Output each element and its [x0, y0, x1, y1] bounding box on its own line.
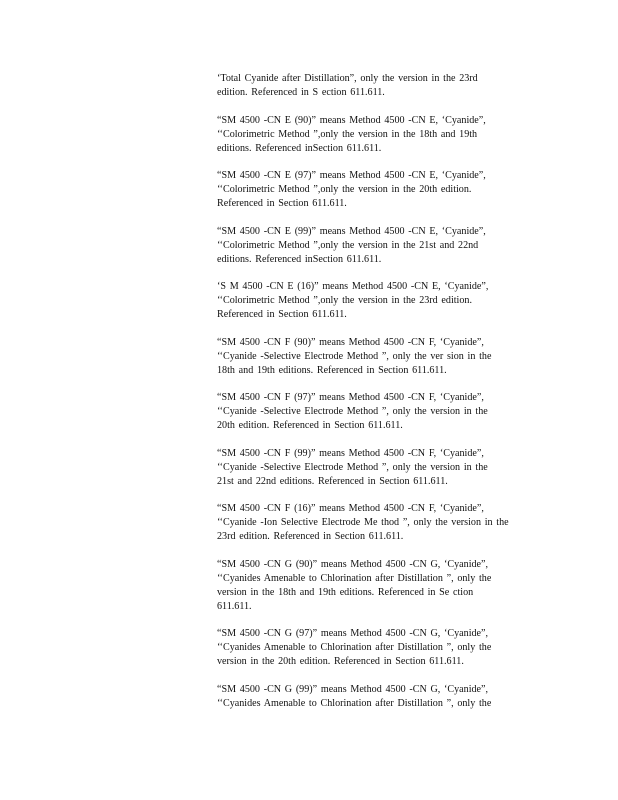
paragraph-sm-4500-cn-f-90 [217, 336, 539, 378]
text-line: ‘‘Cyanide -Ion Selective Electrode Me thod ”, only the version in the [217, 517, 509, 528]
paragraph-sm-4500-cn-e-99 [217, 225, 539, 267]
text-line: “SM 4500 -CN F (99)” means Method 4500 -CN F, ‘Cyanide”, [217, 447, 484, 459]
paragraph-sm-4500-cn-f-99 [217, 447, 539, 489]
text-line: ‘‘Cyanide -Selective Electrode Method ”, only the ver sion in the [217, 350, 492, 362]
text-line: ‘‘Colorimetric Method ”,only the version in the 21st and 22nd [217, 239, 479, 251]
text-line: “SM 4500 -CN E (99)” means Method 4500 -CN E, ‘Cyanide”, [217, 225, 486, 237]
text-line: 23rd edition. Referenced in Section 611.611. [217, 531, 404, 542]
text-line: ‘S M 4500 -CN E (16)” means Method 4500 -CN E, ‘Cyanide”, [217, 281, 489, 292]
text-line: “SM 4500 -CN G (97)” means Method 4500 -CN G, ‘Cyanide”, [217, 628, 489, 639]
paragraph-sm-4500-cn-f-97 [217, 391, 539, 433]
paragraph-sm-4500-cn-e-90 [217, 114, 539, 156]
paragraph-sm-4500-cn-e-16 [217, 280, 539, 322]
text-line: ‘‘Colorimetric Method ”,only the version in the 18th and 19th [217, 128, 478, 140]
text-line: 21st and 22nd editions. Referenced in Section 611.611. [217, 475, 448, 487]
text-line: “SM 4500 -CN G (90)” means Method 4500 -CN G, ‘Cyanide”, [217, 558, 489, 570]
text-line: ‘‘Cyanides Amenable to Chlorination after Distillation ”, only the [217, 572, 492, 584]
text-line: Referenced in Section 611.611. [217, 309, 347, 320]
text-line: ‘‘Cyanide -Selective Electrode Method ”, only the version in the [217, 406, 488, 417]
text-line: “SM 4500 -CN E (97)” means Method 4500 -CN E, ‘Cyanide”, [217, 170, 486, 181]
text-line: 18th and 19th editions. Referenced in Section 611.611. [217, 364, 447, 376]
text-line: ‘‘Colorimetric Method ”,only the version in the 20th edition. [217, 184, 472, 195]
text-line: editions. Referenced inSection 611.611. [217, 142, 382, 154]
text-line: “SM 4500 -CN F (97)” means Method 4500 -CN F, ‘Cyanide”, [217, 392, 484, 403]
paragraph-sm-4500-cn-e-97 [217, 169, 539, 211]
text-line: 611.611. [217, 600, 252, 612]
text-line: “SM 4500 -CN F (90)” means Method 4500 -CN F, ‘Cyanide”, [217, 336, 484, 348]
text-line: ‘‘Cyanide -Selective Electrode Method ”, only the version in the [217, 461, 488, 473]
text-line: version in the 20th edition. Referenced in Section 611.611. [217, 656, 464, 667]
text-line: ‘‘Cyanides Amenable to Chlorination after Distillation ”, only the [217, 697, 492, 709]
paragraph-sm-4500-cn-g-99 [217, 683, 539, 711]
text-line: “SM 4500 -CN F (16)” means Method 4500 -CN F, ‘Cyanide”, [217, 503, 484, 514]
text-line: editions. Referenced inSection 611.611. [217, 253, 382, 265]
text-line: “SM 4500 -CN E (90)” means Method 4500 -CN E, ‘Cyanide”, [217, 114, 486, 126]
text-line: 20th edition. Referenced in Section 611.611. [217, 420, 403, 431]
text-line: version in the 18th and 19th editions. Referenced in Se ction [217, 586, 474, 598]
text-line: ‘‘Colorimetric Method ”,only the version in the 23rd edition. [217, 295, 472, 306]
text-line: Referenced in Section 611.611. [217, 198, 347, 209]
paragraph-total-cyanide [217, 72, 539, 100]
paragraph-sm-4500-cn-f-16 [217, 502, 539, 544]
text-line: “SM 4500 -CN G (99)” means Method 4500 -CN G, ‘Cyanide”, [217, 683, 489, 695]
paragraph-sm-4500-cn-g-97 [217, 627, 539, 669]
text-line: edition. Referenced in S ection 611.611. [217, 87, 385, 98]
text-column [217, 72, 539, 724]
text-line: ‘‘Cyanides Amenable to Chlorination after Distillation ”, only the [217, 642, 492, 653]
paragraph-sm-4500-cn-g-90 [217, 558, 539, 614]
text-line: ‘Total Cyanide after Distillation”, only the version in the 23rd [217, 73, 478, 84]
